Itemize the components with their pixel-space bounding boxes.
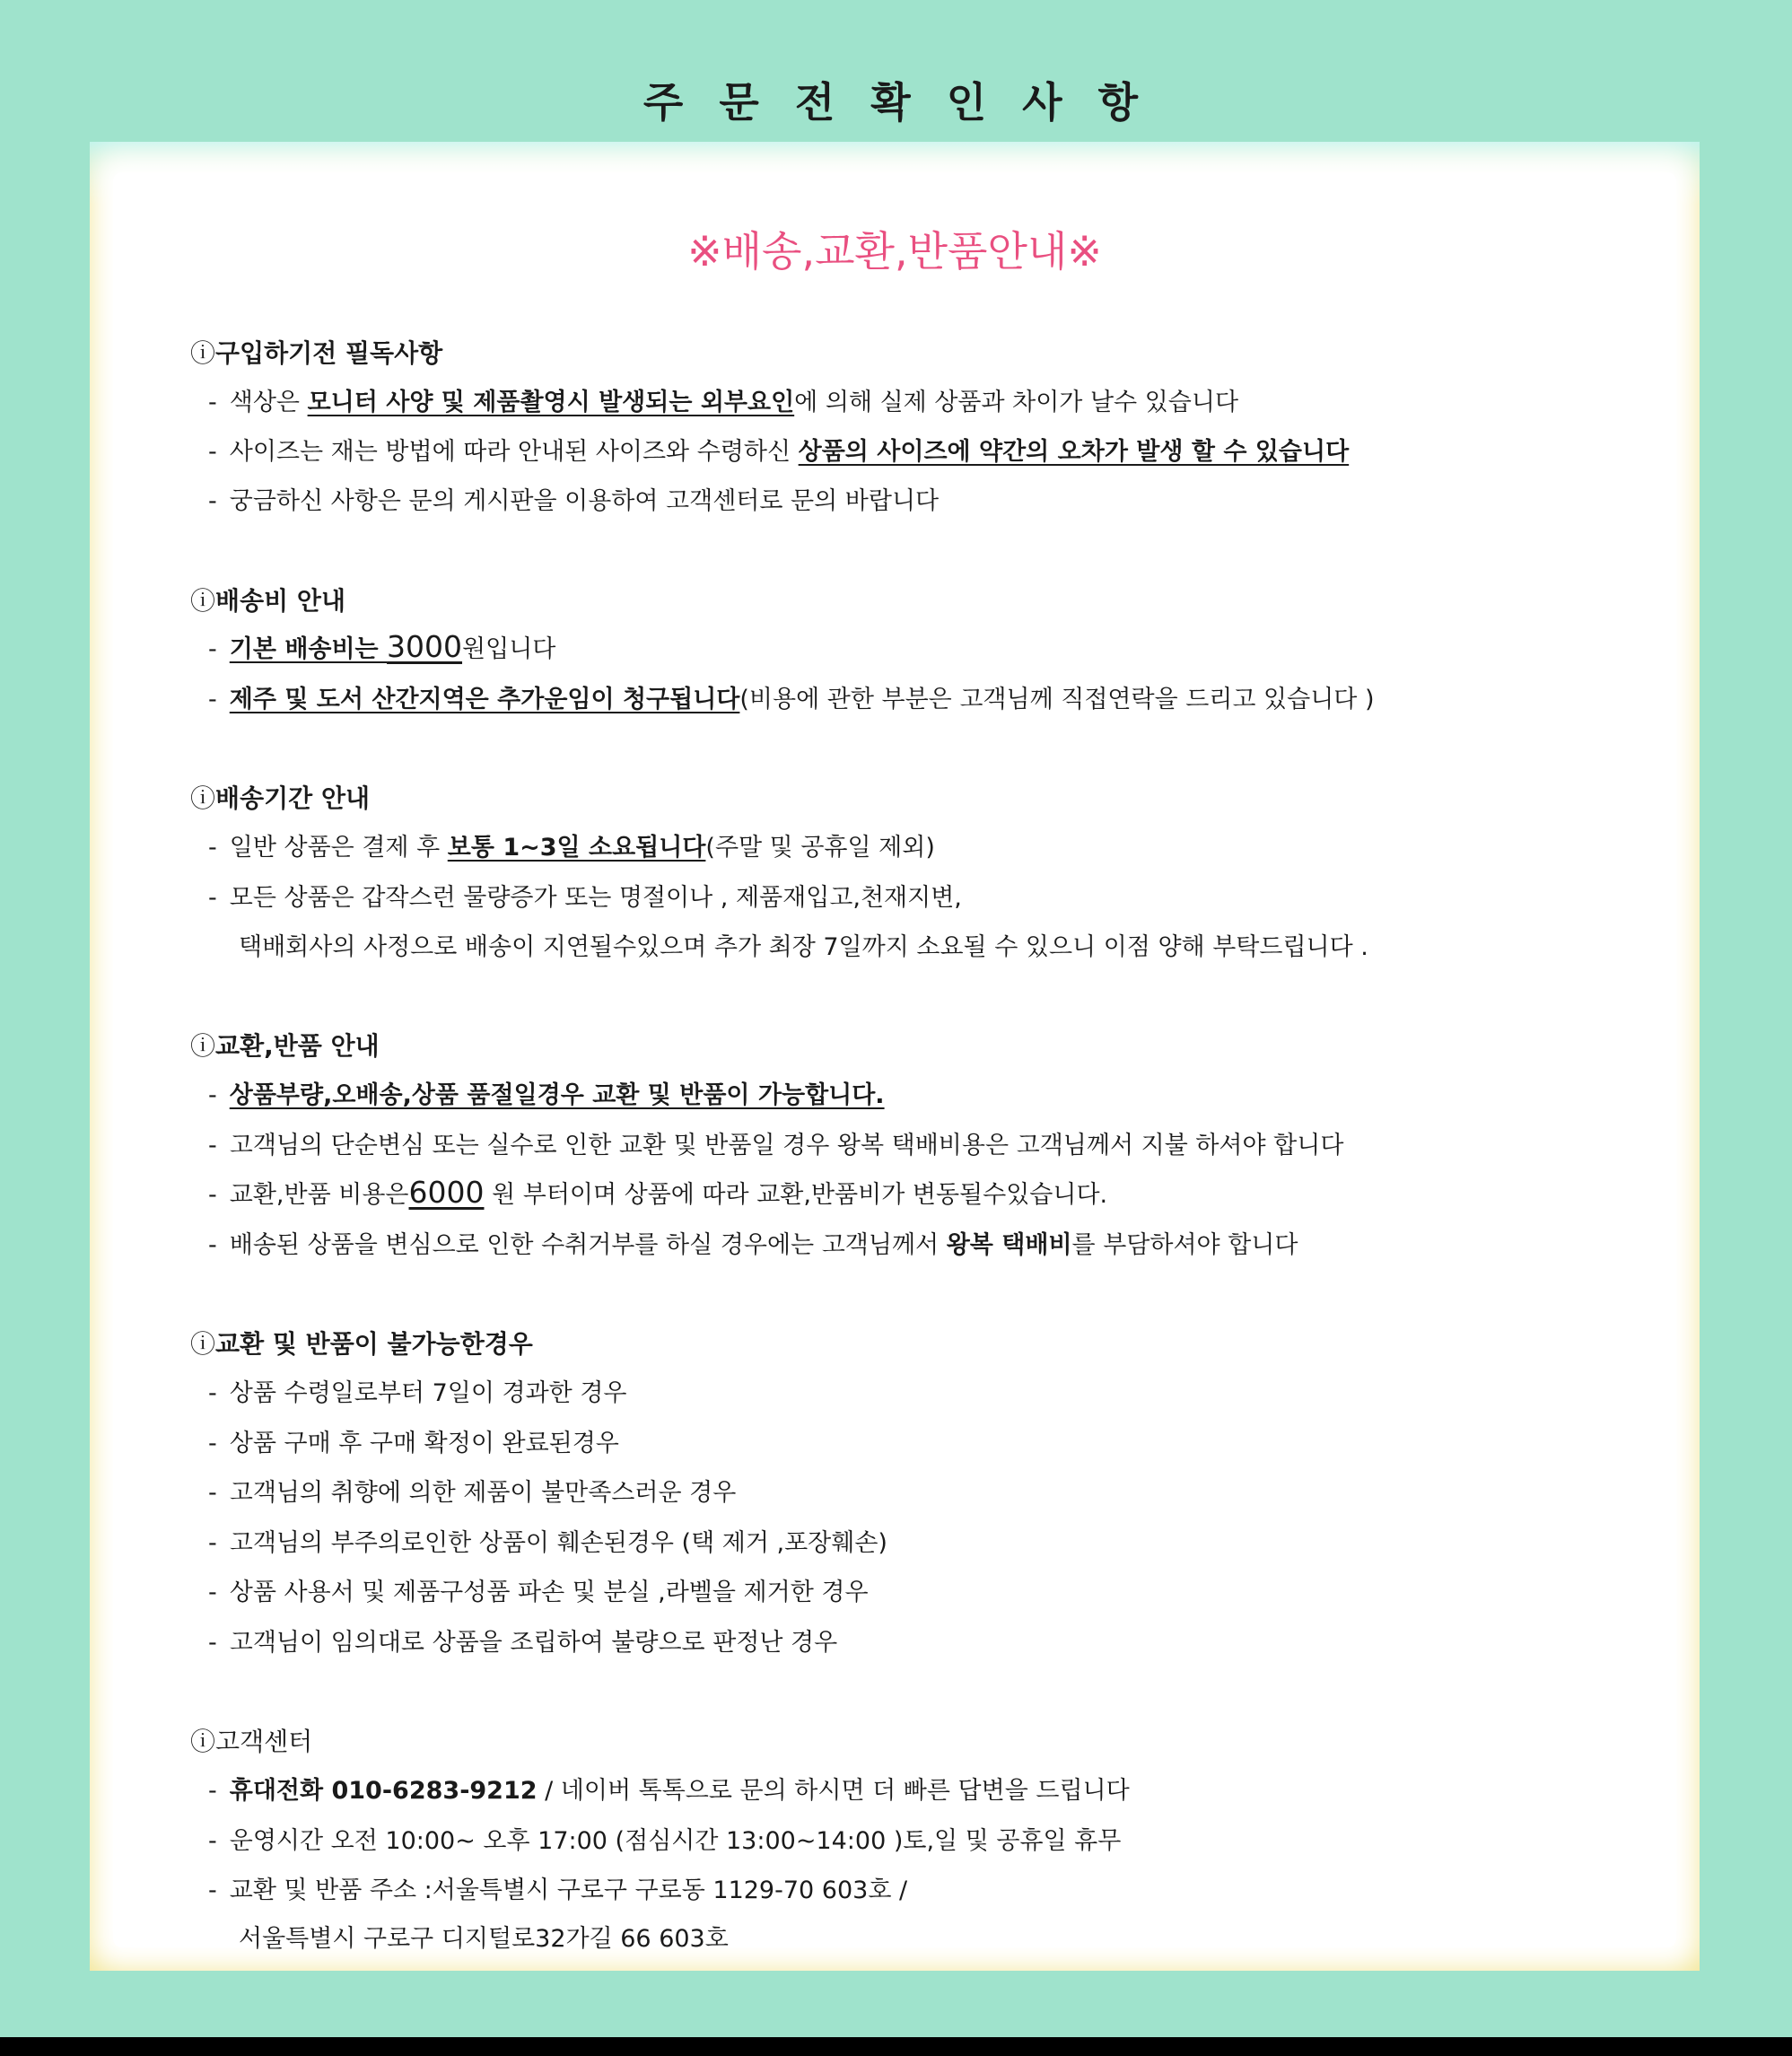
list-item: - 제주 및 도서 산간지역은 추가운임이 청구됩니다(비용에 관한 부분은 고객님께 직접연락을 드리고 있습니다 ) <box>208 686 1375 713</box>
list-item: - 사이즈는 재는 방법에 따라 안내된 사이즈와 수령하신 상품의 사이즈에 약간의 오차가 발생 할 수 있습니다 <box>208 438 1350 466</box>
list-item: - 휴대전화 010-6283-9212 / 네이버 톡톡으로 문의 하시면 더 빠른 답변을 드립니다 <box>208 1777 1130 1805</box>
list-item: - 상품 수령일로부터 7일이 경과한 경우 <box>208 1379 627 1407</box>
list-item: - 궁금하신 사항은 문의 게시판을 이용하여 고객센터로 문의 바랍니다 <box>208 487 940 515</box>
list-item: - 상품부량,오배송,상품 품절일경우 교환 및 반품이 가능합니다. <box>208 1081 885 1109</box>
notice-content <box>113 172 1676 1953</box>
list-item: - 상품 구매 후 구매 확정이 완료된경우 <box>208 1430 619 1457</box>
list-item-continuation: 서울특별시 구로구 디지털로32가길 66 603호 <box>239 1925 729 1953</box>
info-icon: ⓘ <box>190 1727 216 1756</box>
info-icon: ⓘ <box>190 586 216 616</box>
notice-banner: ※배송,교환,반품안내※ <box>687 227 1102 276</box>
section-heading-not-returnable: ⓘ교환 및 반품이 불가능한경우 <box>190 1329 533 1359</box>
section-heading-purchase-notice: ⓘ구입하기전 필독사항 <box>190 338 443 368</box>
section-heading-customer-center: ⓘ고객센터 <box>190 1727 313 1756</box>
list-item: - 색상은 모니터 사양 및 제품촬영시 발생되는 외부요인에 의해 실제 상품과 차이가 날수 있습니다 <box>208 389 1239 416</box>
list-item: - 일반 상품은 결제 후 보통 1~3일 소요됩니다(주말 및 공휴일 제외) <box>208 834 935 862</box>
info-icon: ⓘ <box>190 783 216 813</box>
info-icon: ⓘ <box>190 1031 216 1061</box>
list-item: - 모든 상품은 갑작스런 물량증가 또는 명절이나 , 제품재입고,천재지변, <box>208 884 962 912</box>
notice-panel <box>90 142 1700 1971</box>
list-item: - 운영시간 오전 10:00~ 오후 17:00 (점심시간 13:00~14:00 )토,일 및 공휴일 휴무 <box>208 1827 1122 1855</box>
section-heading-exchange-return: ⓘ교환,반품 안내 <box>190 1031 380 1061</box>
list-item: - 배송된 상품을 변심으로 인한 수취거부를 하실 경우에는 고객님께서 왕복 택배비를 부담하셔야 합니다 <box>208 1231 1298 1259</box>
list-item: - 상품 사용서 및 제품구성품 파손 및 분실 ,라벨을 제거한 경우 <box>208 1579 869 1606</box>
list-item: - 교환,반품 비용은6000 원 부터이며 상품에 따라 교환,반품비가 변동될수있습니다. <box>208 1175 1108 1210</box>
section-heading-shipping-fee: ⓘ배송비 안내 <box>190 586 346 616</box>
page-title: 주 문 전 확 인 사 항 <box>642 78 1150 127</box>
list-item-continuation: 택배회사의 사정으로 배송이 지연될수있으며 추가 최장 7일까지 소요될 수 있으니 이점 양해 부탁드립니다 . <box>239 933 1368 961</box>
list-item: - 고객님의 부주의로인한 상품이 훼손된경우 (택 제거 ,포장훼손) <box>208 1529 887 1557</box>
list-item: - 고객님이 임의대로 상품을 조립하여 불량으로 판정난 경우 <box>208 1629 838 1657</box>
panel-body <box>113 172 1676 1953</box>
info-icon: ⓘ <box>190 1329 216 1359</box>
list-item: - 고객님의 취향에 의한 제품이 불만족스러운 경우 <box>208 1479 737 1507</box>
list-item: - 교환 및 반품 주소 :서울특별시 구로구 구로동 1129-70 603호 / <box>208 1877 908 1904</box>
list-item: - 기본 배송비는 3000원입니다 <box>208 629 556 664</box>
info-icon: ⓘ <box>190 338 216 368</box>
phone-number: 휴대전화 010-6283-9212 <box>229 1777 538 1805</box>
list-item: - 고객님의 단순변심 또는 실수로 인한 교환 및 반품일 경우 왕복 택배비용은 고객님께서 지불 하셔야 합니다 <box>208 1132 1344 1159</box>
section-heading-delivery-period: ⓘ배송기간 안내 <box>190 783 371 813</box>
